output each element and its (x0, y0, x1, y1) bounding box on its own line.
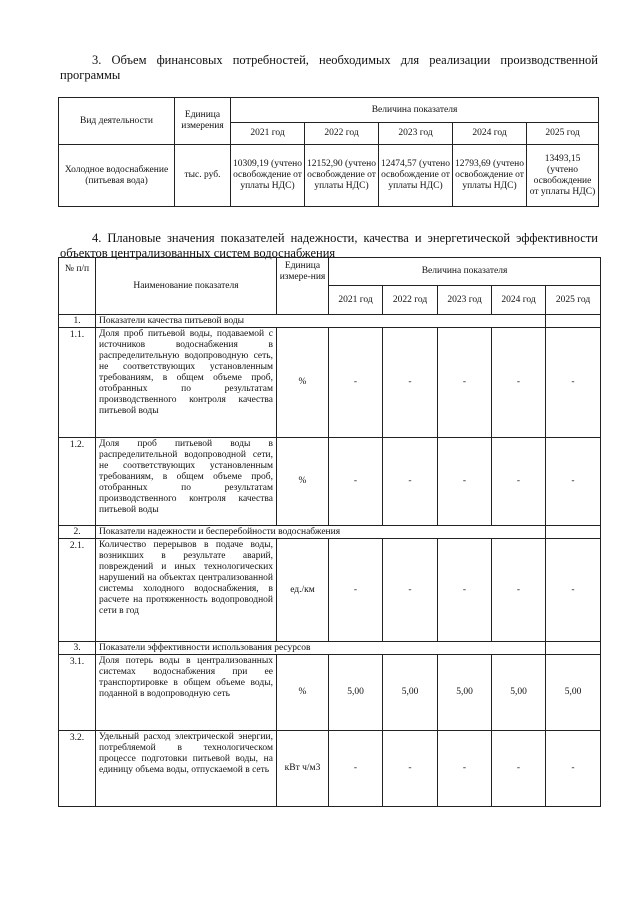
header-unit: Единица измерения (175, 98, 231, 145)
indicator-name: Доля проб питьевой воды в распределительной водопроводной сети, не соответствующих установленным требованиям, в общем объеме проб, отобранных по результатам производственного контроля качества питьевой воды (96, 438, 277, 526)
indicator-unit: кВт ч/м3 (277, 731, 329, 807)
header-year: 2022 год (305, 123, 379, 145)
section-row (59, 642, 601, 655)
header-year: 2024 год (492, 286, 546, 315)
row-number: 1.1. (59, 328, 96, 438)
section-title: Показатели эффективности использования ресурсов (96, 642, 546, 655)
indicator-unit: % (277, 328, 329, 438)
indicator-value: - (329, 731, 383, 807)
indicator-value: - (492, 328, 546, 438)
section-row (59, 526, 601, 539)
header-year: 2023 год (379, 123, 453, 145)
indicator-value: - (546, 731, 601, 807)
value-cell: 10309,19 (учтено освобождение от уплаты НДС) (231, 145, 305, 207)
header-unit: Единица измере-ния (277, 258, 329, 315)
empty-cell (546, 642, 601, 655)
value-cell: 12474,57 (учтено освобождение от уплаты НДС) (379, 145, 453, 207)
indicator-value: - (492, 731, 546, 807)
indicator-value: 5,00 (492, 655, 546, 731)
indicator-value: - (438, 438, 492, 526)
indicator-value: - (329, 539, 383, 642)
header-year: 2021 год (329, 286, 383, 315)
indicator-value: - (438, 731, 492, 807)
indicators-table (58, 257, 601, 807)
section-title: Показатели надежности и бесперебойности водоснабжения (96, 526, 546, 539)
empty-cell (546, 315, 601, 328)
table-row (59, 655, 601, 731)
header-year: 2025 год (527, 123, 599, 145)
value-cell: 12152,90 (учтено освобождение от уплаты НДС) (305, 145, 379, 207)
indicator-name: Количество перерывов в подаче воды, возникших в результате аварий, повреждений и иных технологических нарушений на объектах централизованной системы холодного водоснабжения, в расчете на протяженность водопроводной сети в год (96, 539, 277, 642)
row-number: 2. (59, 526, 96, 539)
row-number: 3.2. (59, 731, 96, 807)
header-year: 2022 год (383, 286, 438, 315)
row-number: 3. (59, 642, 96, 655)
header-value: Величина показателя (329, 258, 601, 286)
financial-needs-table (58, 97, 599, 207)
indicator-value: - (329, 328, 383, 438)
indicator-unit: ед./км (277, 539, 329, 642)
indicator-value: - (546, 328, 601, 438)
header-year: 2021 год (231, 123, 305, 145)
indicator-value: - (383, 539, 438, 642)
indicator-value: - (383, 731, 438, 807)
header-year: 2025 год (546, 286, 601, 315)
indicator-value: - (438, 539, 492, 642)
table-row (59, 539, 601, 642)
indicator-value: - (438, 328, 492, 438)
indicator-value: 5,00 (383, 655, 438, 731)
section-4-heading: 4. Плановые значения показателей надежности, качества и энергетической эффективности объектов централизованных систем водоснабжения (60, 231, 598, 260)
header-num: № п/п (59, 258, 96, 315)
table-row (59, 731, 601, 807)
indicator-value: - (546, 438, 601, 526)
table-row (59, 438, 601, 526)
empty-cell (546, 526, 601, 539)
indicator-value: - (383, 328, 438, 438)
indicator-name: Доля потерь воды в централизованных системах водоснабжения при ее транспортировке в общем объеме воды, поданной в водопроводную сеть (96, 655, 277, 731)
header-value: Величина показателя (231, 98, 599, 123)
indicator-value: 5,00 (438, 655, 492, 731)
section-row (59, 315, 601, 328)
indicator-value: - (329, 438, 383, 526)
activity-cell: Холодное водоснабжение (питьевая вода) (59, 145, 175, 207)
indicator-unit: % (277, 655, 329, 731)
row-number: 1.2. (59, 438, 96, 526)
indicator-name: Удельный расход электрической энергии, потребляемой в технологическом процессе подготовки питьевой воды, на единицу объема воды, отпускаемой в сеть (96, 731, 277, 807)
row-number: 2.1. (59, 539, 96, 642)
section-title: Показатели качества питьевой воды (96, 315, 546, 328)
header-year: 2023 год (438, 286, 492, 315)
row-number: 1. (59, 315, 96, 328)
indicator-value: 5,00 (329, 655, 383, 731)
row-number: 3.1. (59, 655, 96, 731)
indicator-value: - (546, 539, 601, 642)
value-cell: 13493,15 (учтено освобождение от уплаты НДС) (527, 145, 599, 207)
table-row (59, 328, 601, 438)
indicator-value: - (492, 539, 546, 642)
indicator-value: - (383, 438, 438, 526)
value-cell: 12793,69 (учтено освобождение от уплаты НДС) (453, 145, 527, 207)
header-name: Наименование показателя (96, 258, 277, 315)
header-year: 2024 год (453, 123, 527, 145)
indicator-unit: % (277, 438, 329, 526)
unit-cell: тыс. руб. (175, 145, 231, 207)
indicator-name: Доля проб питьевой воды, подаваемой с источников водоснабжения в распределительную водопроводную сеть, не соответствующих установленным требованиям, в общем объеме проб, отобранных по результатам производственного контроля качества питьевой воды (96, 328, 277, 438)
section-3-heading: 3. Объем финансовых потребностей, необходимых для реализации производственной программы (60, 53, 598, 82)
indicator-value: 5,00 (546, 655, 601, 731)
indicator-value: - (492, 438, 546, 526)
header-activity: Вид деятельности (59, 98, 175, 145)
